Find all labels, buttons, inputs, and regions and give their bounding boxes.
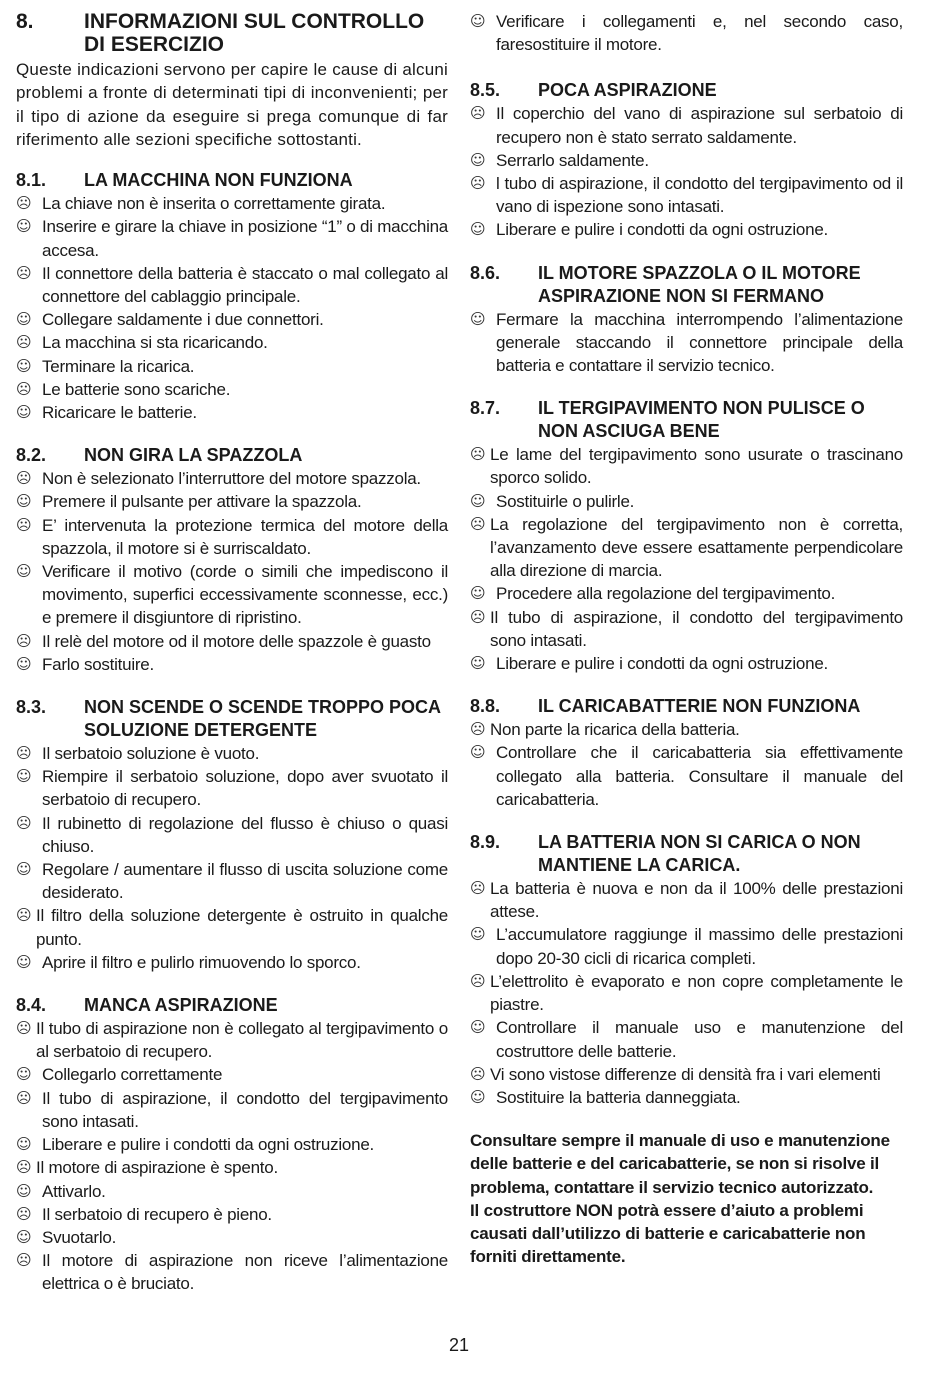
list-item	[470, 308, 903, 378]
smiley-face-icon: ☺	[16, 403, 32, 422]
list-item	[16, 560, 448, 630]
list-item-text: Liberare e pulire i condotti da ogni ostruzione.	[496, 220, 828, 240]
list-item-text: Non è selezionato l’interruttore del motore spazzola.	[42, 469, 421, 489]
sad-face-icon: ☹	[470, 174, 486, 193]
section-number: 8.9.	[470, 832, 501, 853]
list-item-text: Controllare il manuale uso e manutenzione del costruttore delle batterie.	[496, 1018, 903, 1061]
list-item	[16, 1180, 448, 1203]
sad-face-icon: ☹	[16, 469, 32, 488]
sad-face-icon: ☹	[470, 514, 486, 533]
list-item	[470, 218, 903, 241]
list-item-text: Serrarlo saldamente.	[496, 150, 649, 170]
sad-face-icon: ☹	[470, 104, 486, 123]
smiley-face-icon: ☺	[470, 150, 486, 169]
list-item	[16, 1156, 448, 1179]
sad-face-icon: ☹	[16, 744, 32, 763]
list-item	[16, 331, 448, 354]
chapter-title-text: INFORMAZIONI SUL CONTROLLO DI ESERCIZIO	[84, 10, 425, 56]
list-item-text: Collegarlo correttamente	[42, 1065, 223, 1085]
sad-face-icon: ☹	[470, 1064, 486, 1083]
right-column	[470, 10, 903, 1268]
list-item-text: Farlo sostituire.	[42, 654, 154, 674]
smiley-face-icon: ☺	[470, 220, 486, 239]
list-item	[16, 1087, 448, 1133]
list-item-text: Collegare saldamente i due connettori.	[42, 310, 324, 330]
section-title: MANCA ASPIRAZIONE	[84, 995, 278, 1016]
section-title: IL TERGIPAVIMENTO NON PULISCE O NON ASCIUGA BENE	[538, 398, 865, 442]
list-item	[16, 1063, 448, 1086]
sad-face-icon: ☹	[16, 1204, 32, 1223]
smiley-face-icon: ☺	[470, 12, 486, 30]
sad-face-icon: ☹	[16, 1088, 32, 1107]
sad-face-icon: ☹	[470, 607, 486, 626]
sad-face-icon: ☹	[16, 906, 32, 925]
section-title: LA MACCHINA NON FUNZIONA	[84, 170, 353, 191]
list-item	[16, 630, 448, 653]
section-title: POCA ASPIRAZIONE	[538, 80, 717, 101]
sad-face-icon: ☹	[16, 263, 32, 282]
section-title: NON SCENDE O SCENDE TROPPO POCA SOLUZIONE DETERGENTE	[84, 697, 441, 741]
list-item-text: Regolare / aumentare il flusso di uscita soluzione come desiderato.	[42, 860, 448, 903]
list-item-text: La regolazione del tergipavimento non è corretta, l’avanzamento deve essere esattamente perpendicolare alla direzione di marcia.	[490, 514, 903, 581]
list-item-text: Le batterie sono scariche.	[42, 379, 231, 399]
sad-face-icon: ☹	[470, 720, 486, 739]
section-heading	[470, 831, 903, 877]
list-item-text: Inserire e girare la chiave in posizione “1” o di macchina accesa.	[42, 217, 448, 260]
section-8-1	[16, 169, 448, 424]
list-item	[470, 102, 903, 148]
list-item-text: Il motore di aspirazione non riceve l’alimentazione elettrica o è bruciato.	[42, 1251, 448, 1294]
smiley-face-icon: ☺	[470, 584, 486, 603]
section-title: IL MOTORE SPAZZOLA O IL MOTORE ASPIRAZIONE NON SI FERMANO	[538, 262, 861, 306]
list-item	[16, 1203, 448, 1226]
section-8-5	[470, 79, 903, 241]
section-number: 8.8.	[470, 696, 501, 717]
list-item	[470, 10, 903, 56]
list-item	[16, 378, 448, 401]
list-item-text: Il tubo di aspirazione, il condotto del tergipavimento sono intasati.	[490, 607, 903, 650]
list-item-text: Fermare la macchina interrompendo l’alimentazione generale staccando il connettore principale della batteria e contattare il servizio tecnico.	[496, 309, 903, 376]
section-8-9	[470, 831, 903, 1109]
intro-paragraph: Queste indicazioni servono per capire le cause di alcuni problemi a fronte di determinati tipi di inconvenienti; per il tipo di azione da eseguire si prega comunque di far riferimento alle sezioni specifiche sottostanti.	[16, 60, 448, 149]
section-number: 8.6.	[470, 262, 501, 283]
list-item	[16, 765, 448, 811]
list-item	[16, 262, 448, 308]
smiley-face-icon: ☺	[16, 310, 32, 329]
section-8-3	[16, 696, 448, 974]
list-item-text: Non parte la ricarica della batteria.	[490, 720, 740, 740]
list-item	[16, 467, 448, 490]
right-sections	[470, 79, 903, 1109]
smiley-face-icon: ☺	[16, 562, 32, 581]
section-8-8	[470, 695, 903, 811]
list-item	[16, 308, 448, 331]
smiley-face-icon: ☺	[16, 356, 32, 375]
list-item-text: Verificare il motivo (corde o simili che impediscono il movimento, superfici eccessivamente sconnesse, ecc.) e premere il disgiuntore di ripristino.	[42, 562, 448, 628]
list-item	[16, 192, 448, 215]
list-item-text: La batteria è nuova e non da il 100% delle prestazioni attese.	[490, 879, 903, 922]
sad-face-icon: ☹	[16, 631, 32, 650]
list-item-text: Liberare e pulire i condotti da ogni ostruzione.	[42, 1135, 374, 1155]
list-item-text: Il tubo di aspirazione, il condotto del tergipavimento sono intasati.	[42, 1088, 448, 1131]
section-number: 8.4.	[16, 995, 47, 1016]
smiley-face-icon: ☺	[470, 925, 486, 944]
smiley-face-icon: ☺	[16, 767, 32, 786]
list-item-text: Controllare che il caricabatteria sia effettivamente collegato alla batteria. Consultare il manuale del caricabatteria.	[496, 743, 903, 809]
left-sections	[16, 169, 448, 1295]
section-title: NON GIRA LA SPAZZOLA	[84, 445, 303, 466]
sad-face-icon: ☹	[16, 813, 32, 832]
smiley-face-icon: ☺	[16, 952, 32, 971]
list-item-text: Il serbatoio di recupero è pieno.	[42, 1204, 272, 1224]
list-item	[16, 401, 448, 424]
list-item	[470, 1086, 903, 1109]
list-item	[470, 741, 903, 811]
list-item	[470, 513, 903, 583]
list-item-text: Il rubinetto di regolazione del flusso è chiuso o quasi chiuso.	[42, 813, 448, 856]
section-title: LA BATTERIA NON SI CARICA O NON MANTIENE LA CARICA.	[538, 832, 861, 876]
sad-face-icon: ☹	[470, 879, 486, 898]
closing-paragraph-2: Il costruttore NON potrà essere d’aiuto a problemi causati dall’utilizzo di batterie e caricabatterie non forniti direttamente.	[470, 1200, 866, 1267]
sad-face-icon: ☹	[470, 971, 486, 990]
sad-face-icon: ☹	[16, 1251, 32, 1270]
list-item-text: L’elettrolito è evaporato e non copre completamente le piastre.	[490, 971, 903, 1015]
smiley-face-icon: ☺	[16, 1181, 32, 1200]
list-item-text: Riempire il serbatoio soluzione, dopo aver svuotato il serbatoio di recupero.	[42, 767, 448, 810]
closing-notice	[470, 1129, 903, 1268]
list-item	[470, 606, 903, 652]
section-number: 8.1.	[16, 170, 47, 191]
section-heading	[16, 444, 448, 467]
smiley-face-icon: ☺	[16, 217, 32, 236]
list-item	[16, 742, 448, 765]
list-item-text: Verificare i collegamenti e, nel secondo caso, faresostituire il motore.	[496, 12, 903, 55]
list-item	[470, 582, 903, 605]
closing-paragraph-1: Consultare sempre il manuale di uso e manutenzione delle batterie e del caricabatterie, se non si risolve il problema, contattare il servizio tecnico autorizzato.	[470, 1131, 890, 1197]
sad-face-icon: ☹	[16, 515, 32, 534]
section-8-7	[470, 397, 903, 675]
section-number: 8.5.	[470, 80, 501, 101]
section-heading	[470, 695, 903, 718]
list-item-text: La macchina si sta ricaricando.	[42, 333, 268, 353]
list-item	[16, 904, 448, 950]
section-8-4	[16, 994, 448, 1295]
sad-face-icon: ☹	[470, 445, 486, 464]
chapter-number: 8.	[16, 10, 34, 33]
list-item	[470, 718, 903, 741]
list-item	[16, 215, 448, 261]
list-item	[16, 514, 448, 560]
section-heading	[16, 696, 448, 742]
smiley-face-icon: ☺	[16, 1227, 32, 1246]
section-number: 8.3.	[16, 697, 47, 718]
list-item-text: Il coperchio del vano di aspirazione sul serbatoio di recupero non è stato serrato saldamente.	[496, 104, 903, 147]
list-item-text: Il relè del motore od il motore delle spazzole è guasto	[42, 631, 431, 651]
section-8-6	[470, 262, 903, 378]
section-number: 8.7.	[470, 398, 501, 419]
smiley-face-icon: ☺	[470, 1018, 486, 1037]
list-item	[470, 652, 903, 675]
list-item	[16, 951, 448, 974]
section-8-2	[16, 444, 448, 676]
section-heading	[470, 79, 903, 102]
list-item-text: Premere il pulsante per attivare la spazzola.	[42, 492, 362, 512]
list-item-text: Terminare la ricarica.	[42, 356, 195, 376]
list-item-text: Liberare e pulire i condotti da ogni ostruzione.	[496, 654, 828, 674]
list-item-text: Il serbatoio soluzione è vuoto.	[42, 744, 260, 764]
section-number: 8.2.	[16, 445, 47, 466]
continued-items	[470, 10, 903, 56]
list-item	[16, 1133, 448, 1156]
section-heading	[470, 397, 903, 443]
smiley-face-icon: ☺	[16, 860, 32, 879]
section-heading	[470, 262, 903, 308]
list-item	[16, 1017, 448, 1063]
sad-face-icon: ☹	[16, 1158, 32, 1177]
list-item	[470, 490, 903, 513]
smiley-face-icon: ☺	[16, 1065, 32, 1084]
list-item-text: Le lame del tergipavimento sono usurate o trascinano sporco solido.	[490, 445, 903, 488]
list-item	[470, 1016, 903, 1062]
smiley-face-icon: ☺	[470, 654, 486, 673]
list-item-text: Procedere alla regolazione del tergipavimento.	[496, 584, 836, 604]
list-item-text: Il connettore della batteria è staccato o mal collegato al connettore del cablaggio principale.	[42, 263, 448, 306]
smiley-face-icon: ☺	[470, 1087, 486, 1106]
list-item	[470, 443, 903, 489]
list-item	[470, 923, 903, 969]
smiley-face-icon: ☺	[470, 491, 486, 510]
list-item	[470, 172, 903, 218]
list-item	[16, 812, 448, 858]
list-item-text: Ricaricare le batterie.	[42, 403, 197, 423]
sad-face-icon: ☹	[16, 1019, 32, 1038]
list-item-text: Vi sono vistose differenze di densità fra i vari elementi	[490, 1064, 881, 1084]
list-item	[470, 1063, 903, 1086]
list-item	[470, 970, 903, 1016]
sad-face-icon: ☹	[16, 379, 32, 398]
list-item-text: L’accumulatore raggiunge il massimo delle prestazioni dopo 20-30 cicli di ricarica completi.	[496, 925, 903, 968]
smiley-face-icon: ☺	[16, 492, 32, 511]
list-item-text: La chiave non è inserita o correttamente girata.	[42, 194, 386, 214]
list-item-text: Il motore di aspirazione è spento.	[36, 1158, 278, 1178]
list-item	[16, 490, 448, 513]
list-item	[16, 653, 448, 676]
list-item-text: Sostituirle o pulirle.	[496, 491, 635, 511]
section-title: IL CARICABATTERIE NON FUNZIONA	[538, 696, 861, 717]
sad-face-icon: ☹	[16, 333, 32, 352]
list-item	[16, 858, 448, 904]
smiley-face-icon: ☺	[470, 309, 486, 328]
list-item-text: E’ intervenuta la protezione termica del motore della spazzola, il motore si è surriscaldato.	[42, 515, 448, 558]
list-item-text: Aprire il filtro e pulirlo rimuovendo lo sporco.	[42, 952, 361, 972]
list-item-text: Attivarlo.	[42, 1181, 106, 1201]
list-item	[470, 149, 903, 172]
list-item-text: Sostituire la batteria danneggiata.	[496, 1087, 741, 1107]
page-number: 21	[448, 1335, 470, 1355]
list-item	[470, 877, 903, 923]
left-column	[16, 10, 448, 1316]
section-heading	[16, 994, 448, 1017]
sad-face-icon: ☹	[16, 194, 32, 213]
list-item-text: Il tubo di aspirazione non è collegato al tergipavimento o al serbatoio di recupero.	[36, 1019, 448, 1062]
list-item-text: Svuotarlo.	[42, 1227, 117, 1247]
section-heading	[16, 169, 448, 192]
list-item	[16, 1226, 448, 1249]
smiley-face-icon: ☺	[470, 743, 486, 762]
list-item	[16, 1249, 448, 1295]
list-item	[16, 355, 448, 378]
smiley-face-icon: ☺	[16, 1135, 32, 1154]
list-item-text: Il filtro della soluzione detergente è ostruito in qualche punto.	[36, 906, 448, 949]
list-item-text: l tubo di aspirazione, il condotto del tergipavimento od il vano di ispezione sono intasati.	[496, 174, 903, 217]
chapter-title	[16, 10, 448, 56]
smiley-face-icon: ☺	[16, 654, 32, 673]
